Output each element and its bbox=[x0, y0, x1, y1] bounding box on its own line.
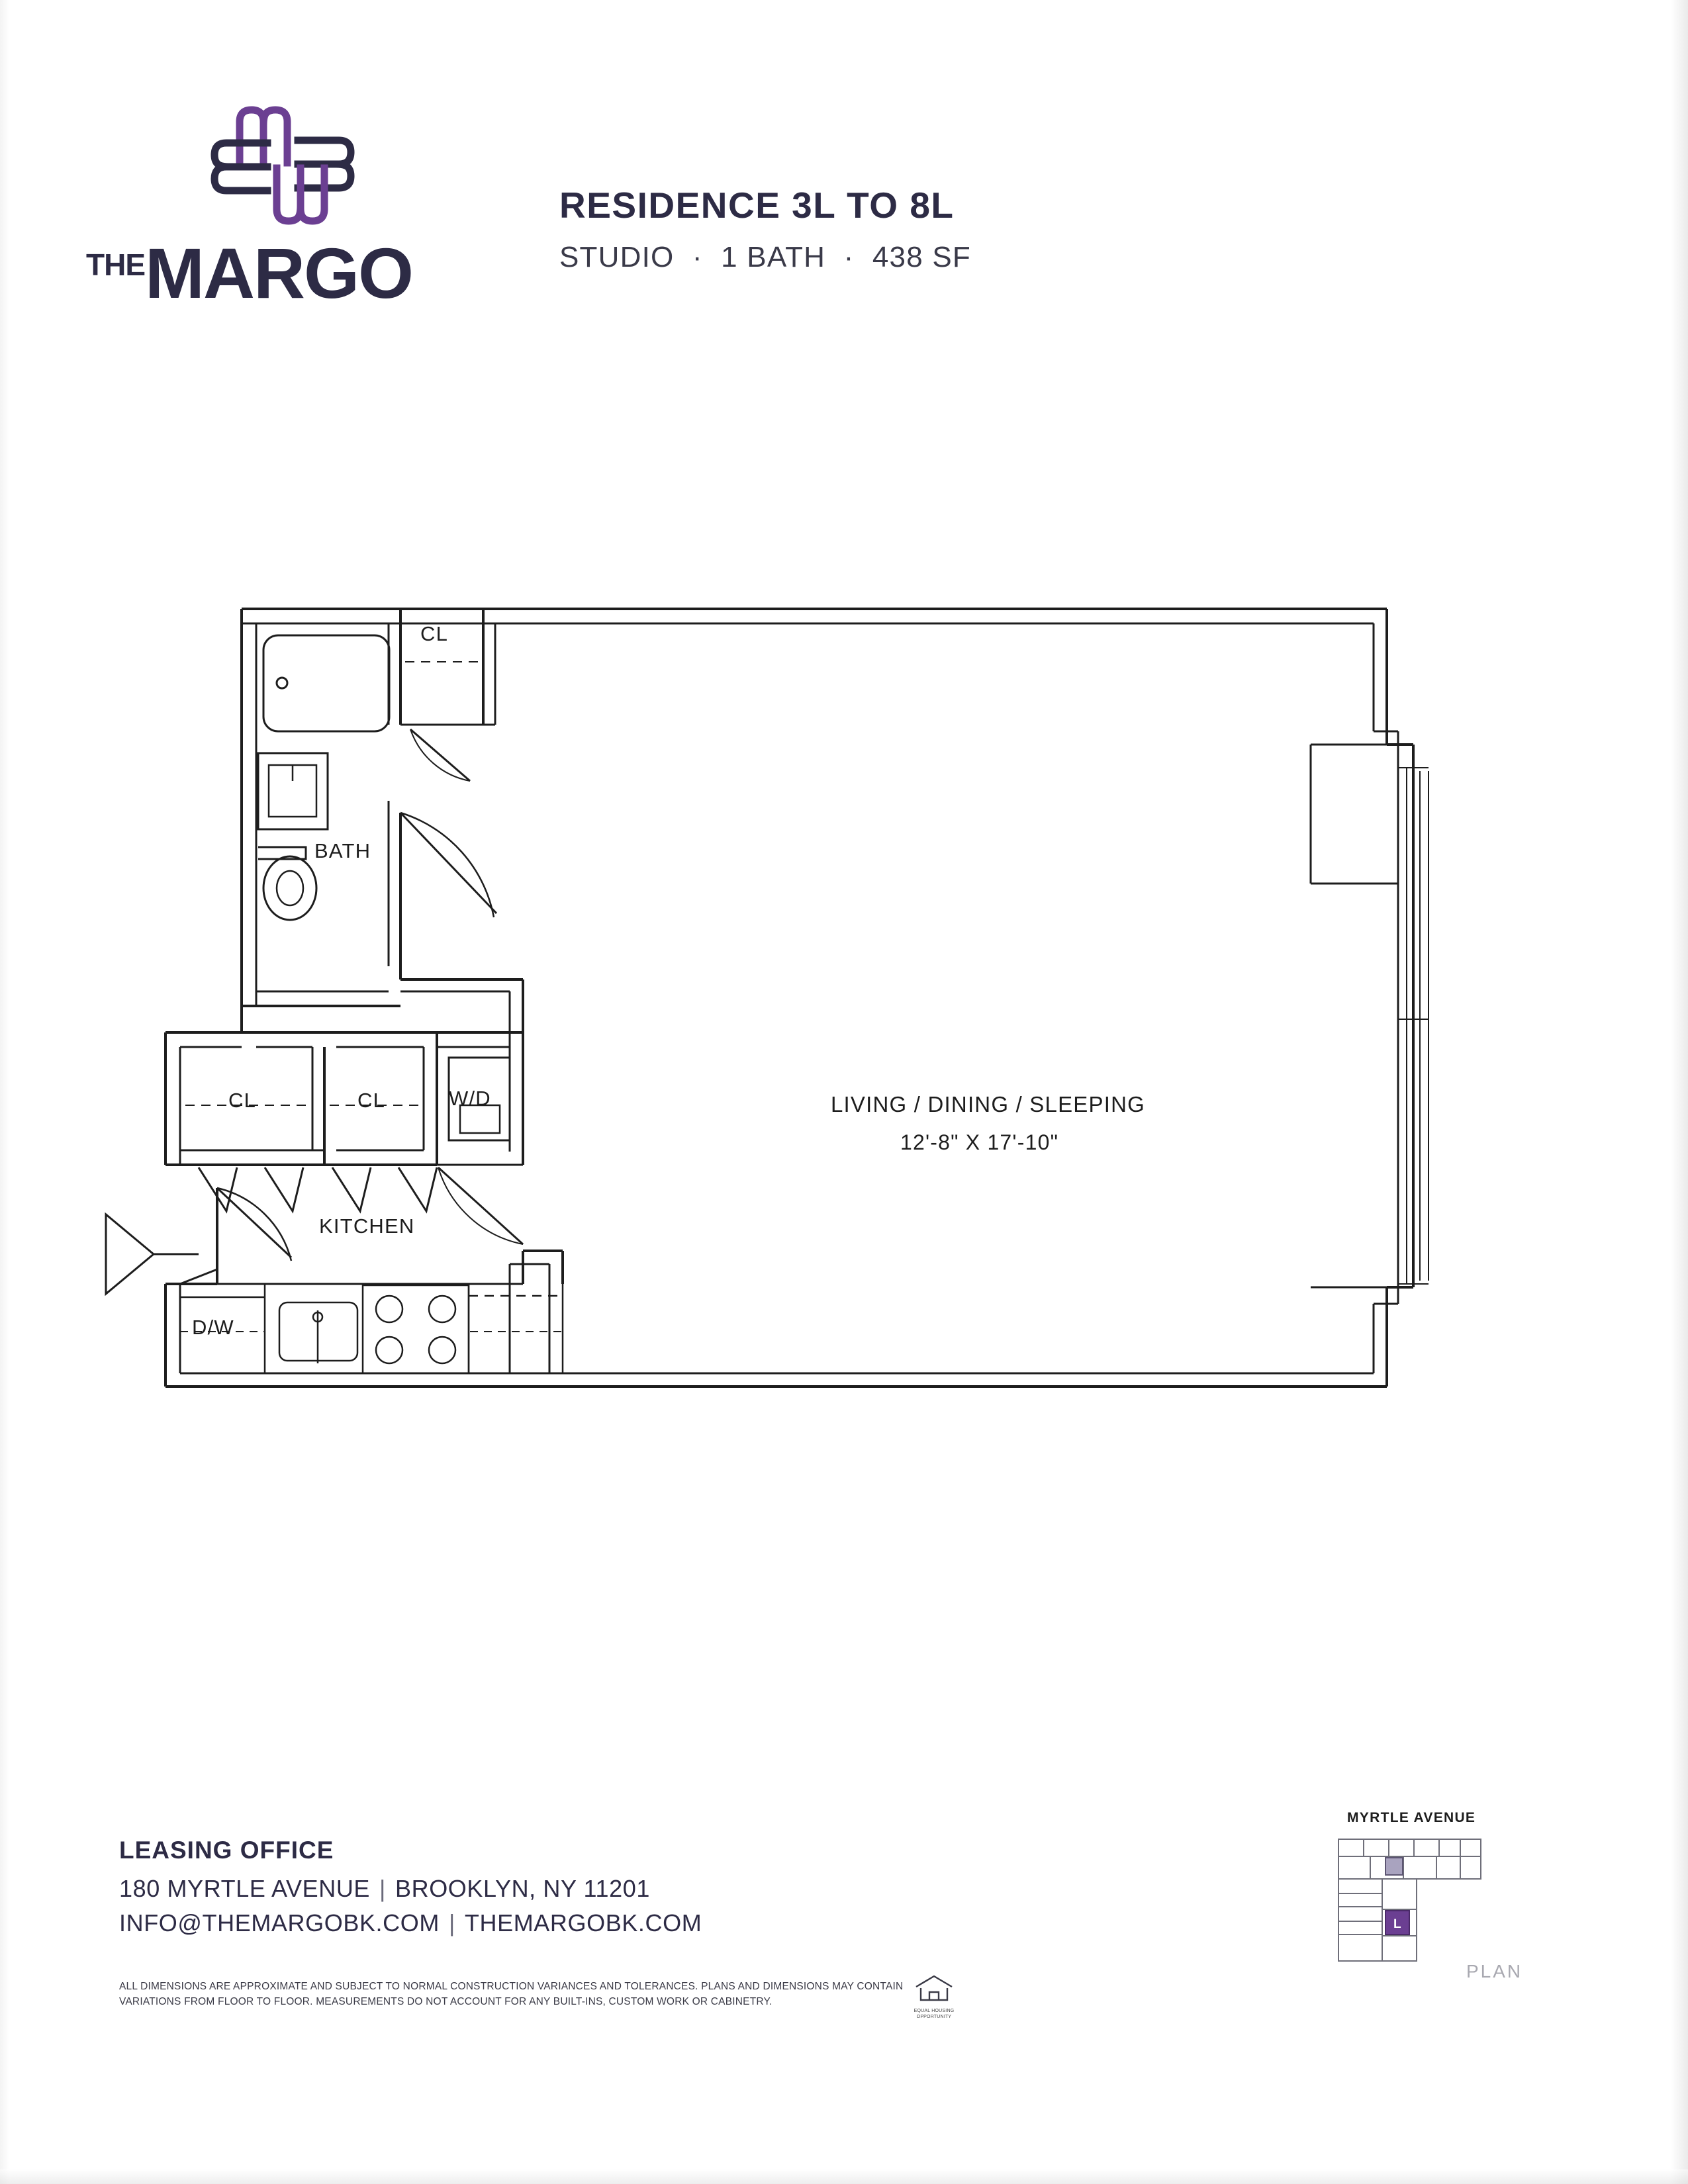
scan-edge-right bbox=[1671, 0, 1688, 2184]
spec-studio: STUDIO bbox=[559, 241, 675, 273]
room-label-cl-left: CL bbox=[228, 1089, 257, 1112]
leasing-address-line bbox=[119, 1875, 1046, 1903]
leasing-footer bbox=[119, 1837, 1046, 1944]
room-label-cl-mid: CL bbox=[357, 1089, 386, 1112]
scan-edge-bottom bbox=[0, 2169, 1688, 2184]
leasing-office-title: LEASING OFFICE bbox=[119, 1837, 334, 1864]
key-plan-title: MYRTLE AVENUE bbox=[1347, 1810, 1476, 1825]
brand-the: THE bbox=[86, 248, 145, 282]
room-label-living-dining-sleeping: LIVING / DINING / SLEEPING bbox=[831, 1092, 1145, 1116]
leasing-website[interactable]: THEMARGOBK.COM bbox=[464, 1909, 702, 1936]
leasing-city: BROOKLYN, NY 11201 bbox=[395, 1875, 650, 1902]
residence-header bbox=[559, 184, 971, 274]
equal-housing-opportunity-icon bbox=[914, 1972, 955, 2004]
leasing-contact-line bbox=[119, 1909, 1046, 1937]
leasing-email[interactable]: INFO@THEMARGOBK.COM bbox=[119, 1909, 440, 1936]
spec-separator-2: · bbox=[843, 241, 855, 273]
residence-specs bbox=[559, 241, 971, 274]
contact-separator: | bbox=[448, 1909, 455, 1936]
floorplan-svg bbox=[99, 582, 1589, 1575]
key-plan-compass-label: PLAN bbox=[1466, 1961, 1523, 1981]
key-plan-unit-letter: L bbox=[1393, 1917, 1401, 1931]
brand-wordmark bbox=[86, 232, 412, 314]
room-dimensions-living: 12'-8" X 17'-10" bbox=[900, 1130, 1059, 1154]
room-label-wd: W/D bbox=[449, 1087, 491, 1110]
page-title: RESIDENCE 3L TO 8L bbox=[559, 185, 955, 226]
room-label-cl-entry: CL bbox=[420, 622, 449, 645]
brand-name: MARGO bbox=[145, 233, 412, 313]
floorplan-drawing bbox=[99, 582, 1589, 1575]
spec-separator-1: · bbox=[692, 241, 703, 273]
room-label-bath: BATH bbox=[314, 839, 371, 862]
spec-bath: 1 BATH bbox=[721, 241, 826, 273]
disclaimer-text: ALL DIMENSIONS ARE APPROXIMATE AND SUBJECT TO NORMAL CONSTRUCTION VARIANCES AND TOLERANCES. PLANS AND DIMENSIONS MAY CONTAIN VARIATIONS FROM FLOOR TO FLOOR. MEASUREMENTS DO NOT ACCOUNT FOR ANY BUILT-INS, CUSTOM WORK OR CABINETRY. bbox=[119, 1981, 904, 2008]
margo-monogram-icon bbox=[199, 99, 364, 232]
leasing-address: 180 MYRTLE AVENUE bbox=[119, 1875, 371, 1902]
room-label-kitchen: KITCHEN bbox=[319, 1214, 415, 1238]
spec-area: 438 SF bbox=[872, 241, 971, 273]
address-separator: | bbox=[379, 1875, 386, 1902]
equal-housing-opportunity bbox=[914, 1972, 955, 2020]
room-label-dw: D/W bbox=[192, 1316, 234, 1339]
eho-caption: EQUAL HOUSING OPPORTUNITY bbox=[914, 2009, 955, 2019]
scan-edge-left bbox=[0, 0, 9, 2184]
key-plan bbox=[1324, 1810, 1542, 2022]
